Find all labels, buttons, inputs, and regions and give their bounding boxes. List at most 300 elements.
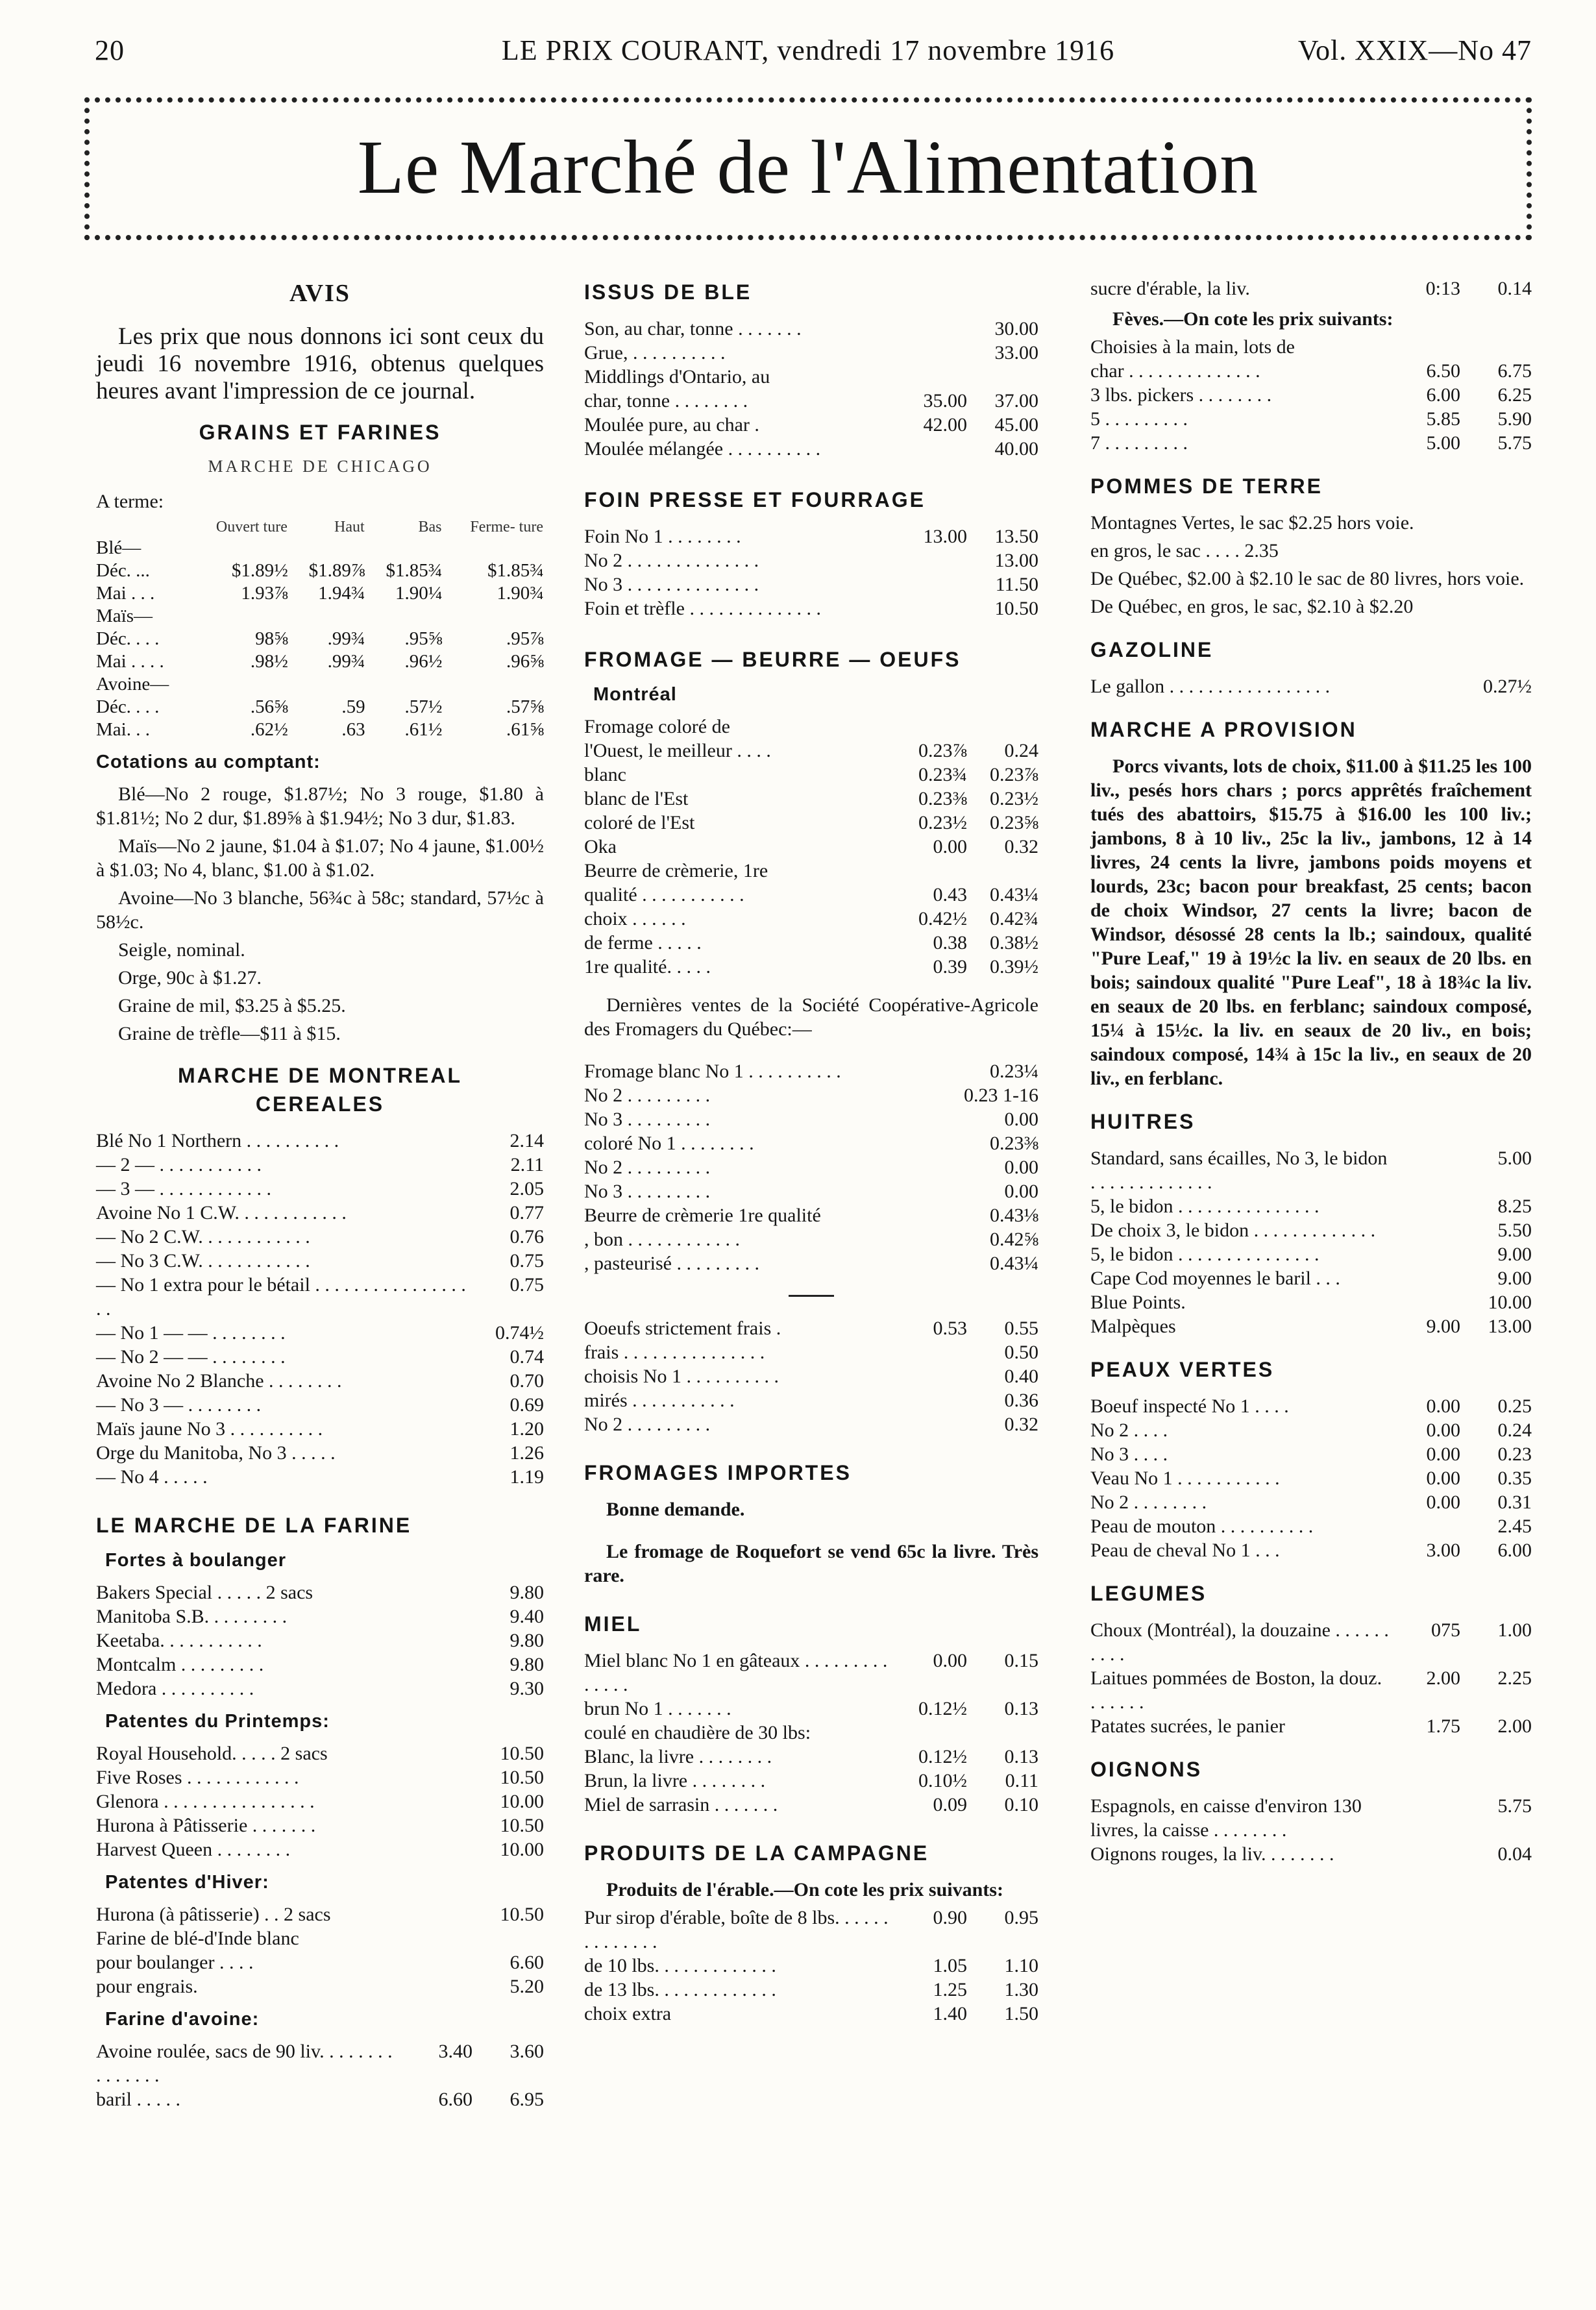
row-value: 0.70 [509, 1370, 544, 1392]
futures-header: Ouvert ture [215, 519, 288, 535]
row-label: Keetaba. . . . . . . . . . . [96, 1630, 262, 1651]
row-value-high: 10.00 [1488, 1292, 1532, 1313]
row-value-high: 0.04 [1497, 1843, 1532, 1865]
table-row [1090, 383, 1532, 407]
peaux-table [1090, 1394, 1532, 1562]
futures-row [96, 559, 544, 582]
row-value-high: 0.40 [1004, 1366, 1038, 1387]
row-value-high: 0.43¼ [990, 884, 1038, 905]
row-label: Moulée mélangée . . . . . . . . . . [584, 438, 821, 460]
table-row [1090, 407, 1532, 431]
gazoline-table [1090, 674, 1532, 698]
row-value-low: 2.00 [1426, 1667, 1460, 1689]
row-label: Royal Household. . . . . 2 sacs [96, 1743, 328, 1764]
row-value-high: 5.75 [1497, 432, 1532, 454]
printemps-table [96, 1741, 544, 1862]
row-label: de ferme . . . . . [584, 932, 702, 953]
grains-subtitle: MARCHE DE CHICAGO [208, 457, 432, 476]
row-value-high: 5.00 [1497, 1148, 1532, 1169]
row-label: pour boulanger . . . . [96, 1952, 254, 1973]
row-value-high: 1.10 [1004, 1955, 1038, 1976]
table-row [584, 1083, 1038, 1107]
row-value-high: 6.95 [509, 2089, 544, 2110]
page-number: 20 [95, 34, 125, 66]
row-value: 9.40 [509, 1606, 544, 1627]
row-value-high: 5.75 [1497, 1795, 1532, 1817]
table-row [1090, 1266, 1532, 1290]
table-row [96, 1417, 544, 1441]
table-row [584, 1721, 1038, 1745]
issus-title: ISSUS DE BLE [584, 280, 752, 304]
table-row [96, 1201, 544, 1225]
row-label: Peau de mouton . . . . . . . . . . [1090, 1516, 1314, 1537]
campagne-table [584, 1906, 1038, 2026]
printemps-title: Patentes du Printemps: [105, 1711, 330, 1732]
row-label: No 3 . . . . . . . . . [584, 1109, 711, 1130]
table-row [96, 2087, 544, 2111]
row-label: — No 2 — — . . . . . . . . [96, 1346, 286, 1368]
table-row [584, 1697, 1038, 1721]
table-row [1090, 1242, 1532, 1266]
legumes-title: LEGUMES [1090, 1582, 1207, 1605]
table-row [584, 1954, 1038, 1978]
futures-value: $1.89⅞ [308, 560, 365, 581]
row-label: Boeuf inspecté No 1 . . . . [1090, 1395, 1289, 1417]
futures-row [96, 628, 544, 650]
journal-title: LE PRIX COURANT, vendredi 17 novembre 1916 [501, 34, 1115, 66]
table-row [96, 1225, 544, 1249]
table-row [584, 1745, 1038, 1769]
row-label: baril . . . . . [96, 2089, 180, 2110]
row-value-high: 2.25 [1497, 1667, 1532, 1689]
table-row [96, 1789, 544, 1813]
row-label: mirés . . . . . . . . . . . [584, 1390, 735, 1411]
row-label: Hurona à Pâtisserie . . . . . . . [96, 1815, 316, 1836]
futures-row [96, 582, 544, 605]
row-value-low: 3.00 [1426, 1540, 1460, 1561]
futures-month: Déc. ... [96, 560, 150, 581]
table-row [584, 2002, 1038, 2026]
row-value-low [896, 437, 967, 461]
futures-group-row [96, 537, 544, 559]
futures-header: Bas [418, 519, 442, 535]
row-value-low: 0.12½ [918, 1698, 967, 1719]
row-value-high: 37.00 [994, 390, 1038, 412]
row-value: 0.75 [509, 1250, 544, 1272]
futures-group-name: Blé— [96, 537, 141, 558]
row-value-low: 0.00 [1426, 1492, 1460, 1513]
row-label: 3 lbs. pickers . . . . . . . . [1090, 384, 1272, 406]
legumes-table [1090, 1618, 1532, 1738]
table-row [96, 1837, 544, 1862]
avoine-title: Farine d'avoine: [105, 2009, 260, 2030]
montreal-sub: Montréal [593, 684, 677, 705]
table-row [584, 907, 1038, 931]
avis-title: AVIS [289, 280, 350, 307]
row-value-high: 6.25 [1497, 384, 1532, 406]
row-value-high: 13.00 [1488, 1316, 1532, 1337]
row-value-high: 0.11 [1005, 1770, 1038, 1791]
row-label: Five Roses . . . . . . . . . . . . [96, 1767, 299, 1788]
row-label: choix extra [584, 2003, 672, 2024]
futures-group-row [96, 605, 544, 628]
row-label: Fromage coloré de [584, 716, 730, 737]
futures-header-blank [96, 517, 189, 537]
table-row [584, 596, 1038, 621]
cotation-line: Blé—No 2 rouge, $1.87½; No 3 rouge, $1.80 à $1.81½; No 2 dur, $1.89⅝ à $1.94½; No 3 dur, $1.83. [96, 783, 544, 829]
table-row [96, 1628, 544, 1653]
row-value-low [896, 1388, 967, 1412]
row-label: coloré de l'Est [584, 812, 695, 833]
futures-month: Déc. . . . [96, 628, 160, 649]
futures-value: .96½ [404, 651, 443, 672]
cereales-title: CEREALES [255, 1092, 385, 1116]
row-value: 0.69 [509, 1394, 544, 1416]
table-row [584, 572, 1038, 596]
row-label: Middlings d'Ontario, au [584, 366, 770, 387]
row-label: 1re qualité. . . . . [584, 956, 711, 977]
futures-value: $1.85¾ [386, 560, 443, 581]
row-label: Avoine roulée, sacs de 90 liv. . . . . . . . . . . . . . . [96, 2041, 393, 2086]
futures-month: Mai . . . [96, 583, 155, 604]
row-value-high: 0.23½ [990, 788, 1038, 809]
campagne-intro: Produits de l'érable.—On cote les prix suivants: [606, 1879, 1003, 1900]
row-label: blanc [584, 764, 626, 785]
campagne-title: PRODUITS DE LA CAMPAGNE [584, 1841, 929, 1865]
row-label: Malpèques [1090, 1316, 1176, 1337]
row-value: 9.80 [509, 1582, 544, 1603]
row-value-low [1389, 1194, 1460, 1218]
row-label: Grue, . . . . . . . . . . [584, 342, 726, 363]
table-row [584, 883, 1038, 907]
row-value: 9.80 [509, 1630, 544, 1651]
row-label: — No 3 — . . . . . . . . [96, 1394, 262, 1416]
table-row [584, 389, 1038, 413]
sucre-table [1090, 276, 1532, 301]
row-label: Bakers Special . . . . . 2 sacs [96, 1582, 313, 1603]
row-value-high: 10.50 [994, 598, 1038, 619]
futures-value: .57½ [404, 696, 443, 717]
table-row [584, 859, 1038, 883]
row-value: 0.00 [1004, 1109, 1038, 1130]
row-value-high: 9.00 [1497, 1244, 1532, 1265]
avis-text: Les prix que nous donnons ici sont ceux du jeudi 16 novembre 1916, obtenus quelques heures avant l'impression de ce journal. [96, 323, 544, 404]
row-label: l'Ouest, le meilleur . . . . [584, 740, 771, 761]
foin-title: FOIN PRESSE ET FOURRAGE [584, 488, 926, 511]
table-row [584, 1364, 1038, 1388]
row-value: 1.19 [509, 1466, 544, 1488]
section-title: Le Marché de l'Alimentation [357, 125, 1259, 210]
row-value-low: 0.09 [933, 1794, 967, 1815]
row-label: — No 2 C.W. . . . . . . . . . . . [96, 1226, 310, 1247]
row-value-high: 5.90 [1497, 408, 1532, 430]
table-row [96, 1273, 544, 1321]
row-label: Pur sirop d'érable, boîte de 8 lbs. . . . . . . . . . . . . . [584, 1907, 889, 1952]
table-row [1090, 674, 1532, 698]
column-2 [584, 273, 1038, 2285]
importes-title: FROMAGES IMPORTES [584, 1461, 852, 1484]
table-row [584, 739, 1038, 763]
row-label: Brun, la livre . . . . . . . . [584, 1770, 766, 1791]
row-value-low [1389, 335, 1460, 359]
row-value: 0.43⅛ [990, 1205, 1038, 1226]
table-row [1090, 1146, 1532, 1194]
row-value: 6.60 [509, 1952, 544, 1973]
table-row [584, 1978, 1038, 2002]
row-value: 0.42⅝ [990, 1229, 1038, 1250]
table-row [96, 1153, 544, 1177]
row-label: Avoine No 1 C.W. . . . . . . . . . . . [96, 1202, 347, 1223]
row-value-high: 0.24 [1497, 1419, 1532, 1441]
row-label: sucre d'érable, la liv. [1090, 278, 1250, 299]
a-terme-label: A terme: [96, 491, 164, 512]
page-header [84, 34, 1532, 73]
row-label: No 2 . . . . [1090, 1419, 1168, 1441]
row-value-low: 6.00 [1426, 384, 1460, 406]
row-value [473, 1926, 544, 1950]
row-value-high: 0.13 [1004, 1698, 1038, 1719]
table-row [584, 1059, 1038, 1083]
row-value: 0.23⅜ [990, 1133, 1038, 1154]
table-row [1090, 1714, 1532, 1738]
row-value: 10.50 [500, 1767, 544, 1788]
row-value-high [1460, 335, 1532, 359]
row-label: Son, au char, tonne . . . . . . . [584, 318, 802, 339]
table-row [96, 1653, 544, 1677]
row-value-low: 1.05 [933, 1955, 967, 1976]
row-value-low [896, 365, 967, 389]
row-value-high: 6.75 [1497, 360, 1532, 382]
row-label: No 3 . . . . . . . . . . . . . . [584, 574, 759, 595]
table-row [584, 1131, 1038, 1155]
row-value-high: 0.42¾ [990, 908, 1038, 929]
table-row [96, 1177, 544, 1201]
row-label: — No 1 extra pour le bétail . . . . . . . . . . . . . . . . . . [96, 1274, 466, 1320]
row-value-low: 42.00 [923, 414, 967, 436]
row-value: 0.00 [1004, 1157, 1038, 1178]
futures-value: .62½ [250, 719, 288, 740]
row-value-high: 2.00 [1497, 1715, 1532, 1737]
row-value-high: 0.35 [1497, 1468, 1532, 1489]
oignons-title: OIGNONS [1090, 1758, 1203, 1781]
row-value-high: 0.95 [1004, 1907, 1038, 1928]
row-label: Farine de blé-d'Inde blanc [96, 1928, 299, 1949]
table-row [584, 931, 1038, 955]
futures-month: Mai. . . [96, 719, 150, 740]
table-row [96, 1813, 544, 1837]
row-label: qualité . . . . . . . . . . . [584, 884, 744, 905]
row-value-low: 0.90 [933, 1907, 967, 1928]
table-row [584, 1412, 1038, 1436]
row-value-low: 9.00 [1426, 1316, 1460, 1337]
row-label: Maïs jaune No 3 . . . . . . . . . . [96, 1418, 323, 1440]
gazoline-title: GAZOLINE [1090, 638, 1214, 661]
table-row [96, 1345, 544, 1369]
table-row [1090, 1842, 1532, 1866]
row-label: Miel blanc No 1 en gâteaux . . . . . . . . . . . . . . [584, 1650, 888, 1695]
row-label: Manitoba S.B. . . . . . . . . [96, 1606, 288, 1627]
table-row [1090, 1442, 1532, 1466]
row-label: choisis No 1 . . . . . . . . . . [584, 1366, 779, 1387]
row-value: 0.00 [1004, 1181, 1038, 1202]
row-label: Standard, sans écailles, No 3, le bidon . . . . . . . . . . . . . [1090, 1148, 1388, 1193]
futures-table [96, 517, 544, 741]
row-value: 0.77 [509, 1202, 544, 1223]
cotation-line: Seigle, nominal. [118, 939, 245, 961]
cotation-line: Orge, 90c à $1.27. [118, 967, 262, 989]
row-value: 0.74 [509, 1346, 544, 1368]
row-value-low: 0:13 [1425, 278, 1460, 299]
futures-value: .95⅞ [506, 628, 544, 649]
row-label: 5, le bidon . . . . . . . . . . . . . . . [1090, 1244, 1320, 1265]
row-value-low [896, 596, 967, 621]
feves-table [1090, 335, 1532, 455]
row-value-high: 0.55 [1004, 1318, 1038, 1339]
row-value: 5.20 [509, 1976, 544, 1997]
row-value: 0.76 [509, 1226, 544, 1247]
row-value-high: 0.23 [1497, 1444, 1532, 1465]
volume-number: Vol. XXIX—No 47 [1297, 34, 1532, 66]
futures-month: Déc. . . . [96, 696, 160, 717]
row-label: Hurona (à pâtisserie) . . 2 sacs [96, 1904, 331, 1925]
futures-group-name: Avoine— [96, 674, 169, 694]
row-label: No 2 . . . . . . . . . [584, 1157, 711, 1178]
row-value-low [896, 1721, 967, 1745]
row-label: Fromage blanc No 1 . . . . . . . . . . [584, 1061, 841, 1082]
row-label: 5, le bidon . . . . . . . . . . . . . . . [1090, 1196, 1320, 1217]
table-row [584, 524, 1038, 548]
row-label: Montcalm . . . . . . . . . [96, 1654, 264, 1675]
row-label: char, tonne . . . . . . . . [584, 390, 748, 412]
divider [789, 1295, 834, 1297]
row-value-low: 0.23½ [918, 812, 967, 833]
table-row [1090, 1394, 1532, 1418]
row-label: No 3 . . . . . . . . . [584, 1181, 711, 1202]
row-value: 0.27½ [1483, 676, 1532, 697]
table-row [584, 1649, 1038, 1697]
row-value-low: 0.00 [1426, 1395, 1460, 1417]
row-value-high: 0.32 [1004, 1414, 1038, 1435]
row-value-low: 0.00 [933, 1650, 967, 1671]
row-value-high: 0.23⅞ [990, 764, 1038, 785]
futures-value: .61½ [404, 719, 443, 740]
row-value-high [967, 715, 1038, 739]
table-row [584, 1203, 1038, 1227]
row-value-high: 8.25 [1497, 1196, 1532, 1217]
row-value: 10.00 [500, 1791, 544, 1812]
row-label: — 2 — . . . . . . . . . . . [96, 1154, 262, 1175]
miel-title: MIEL [584, 1612, 642, 1636]
row-value-low: 0.42½ [918, 908, 967, 929]
row-value-low [1389, 1266, 1460, 1290]
futures-value: .95⅝ [404, 628, 443, 649]
futures-value: 1.90¼ [395, 583, 443, 604]
row-value-low [896, 572, 967, 596]
row-label: blanc de l'Est [584, 788, 689, 809]
row-value-high: 0.25 [1497, 1395, 1532, 1417]
row-value-high [967, 1721, 1038, 1745]
miel-table [584, 1649, 1038, 1817]
futures-value: .96⅝ [506, 651, 544, 672]
row-value-low: 0.38 [933, 932, 967, 953]
row-value-low: 0.00 [1426, 1419, 1460, 1441]
table-row [1090, 1618, 1532, 1666]
table-row [584, 1340, 1038, 1364]
row-label: frais . . . . . . . . . . . . . . . [584, 1342, 765, 1363]
provision-text: Porcs vivants, lots de choix, $11.00 à $11.25 les 100 liv., pesés hors chars ; porcs apprêtés fraîchement tués des abattoirs, $15.75 à $16.00 les 100 liv.; jambons, 8 à 10 liv., 25c la liv., jambons, 12 à 14 livres, 24 cents la livre, jambons poids moyens et lourds, 23c; bacon pour breakfast, 25 cents; bacon de choix Windsor, 27 cents la livre; bacon de Windsor, désossé 28 cents la lb.; saindoux, qualité "Pure Leaf," 19 à 19½c la liv. en seaux de 20 lbs. en bois; saindoux qualité "Pure Leaf", 18 à 18¾c la liv. en seaux de 20 lbs. en ferblanc; saindoux composé, 15¼ à 15½c. la liv. en seaux de 20 liv., en bois; saindoux composé, 14¾ à 15c la liv., en seaux de 20 liv., en ferblanc. [1090, 756, 1532, 1089]
fromage-title: FROMAGE — BEURRE — OEUFS [584, 648, 961, 671]
hiver-table [96, 1902, 544, 1998]
row-label: char . . . . . . . . . . . . . . [1090, 360, 1260, 382]
table-row [584, 715, 1038, 739]
pommes-title: POMMES DE TERRE [1090, 474, 1323, 498]
row-value-low: 5.85 [1426, 408, 1460, 430]
row-value: 10.50 [500, 1815, 544, 1836]
row-label: Oka [584, 836, 617, 857]
pommes-line: en gros, le sac . . . . 2.35 [1090, 540, 1279, 561]
row-label: Foin No 1 . . . . . . . . [584, 526, 741, 547]
row-value-low [1389, 1794, 1460, 1842]
row-label: Beurre de crèmerie, 1re [584, 860, 768, 881]
table-row [96, 1902, 544, 1926]
row-label: Blé No 1 Northern . . . . . . . . . . [96, 1130, 339, 1151]
table-row [96, 1465, 544, 1489]
row-label: Foin et trèfle . . . . . . . . . . . . . . [584, 598, 821, 619]
table-row [96, 1441, 544, 1465]
row-value-high: 0.13 [1004, 1746, 1038, 1767]
table-row [584, 317, 1038, 341]
table-row [96, 1950, 544, 1974]
montreal-title: MARCHE DE MONTREAL [178, 1064, 462, 1087]
table-row [96, 2039, 544, 2087]
row-value-high: 6.00 [1497, 1540, 1532, 1561]
table-row [584, 1251, 1038, 1275]
row-value-high: 0.38½ [990, 932, 1038, 953]
table-row [584, 548, 1038, 572]
row-label: choix . . . . . . [584, 908, 686, 929]
row-label: — No 1 — — . . . . . . . . [96, 1322, 286, 1344]
row-label: De choix 3, le bidon . . . . . . . . . . . . . [1090, 1220, 1376, 1241]
row-value: 2.11 [510, 1154, 544, 1175]
row-value-low [1389, 1290, 1460, 1314]
roquefort-text: Le fromage de Roquefort se vend 65c la livre. Très rare. [584, 1541, 1038, 1586]
row-value-low: 0.00 [933, 836, 967, 857]
pommes-list [1090, 511, 1532, 619]
row-label: Medora . . . . . . . . . . [96, 1678, 254, 1699]
table-row [584, 437, 1038, 461]
table-row [1090, 276, 1532, 301]
row-value: 1.26 [509, 1442, 544, 1464]
fortes-title: Fortes à boulanger [105, 1550, 287, 1571]
table-row [1090, 1194, 1532, 1218]
futures-value: 1.94¾ [318, 583, 365, 604]
row-label: , bon . . . . . . . . . . . . [584, 1229, 740, 1250]
row-value-low [1389, 1514, 1460, 1538]
row-value-high: 3.60 [509, 2041, 544, 2062]
futures-value: .59 [341, 696, 365, 717]
futures-value: .63 [341, 719, 365, 740]
row-label: Miel de sarrasin . . . . . . . [584, 1794, 778, 1815]
table-row [584, 1388, 1038, 1412]
futures-value: $1.85¾ [487, 560, 544, 581]
table-row [96, 1321, 544, 1345]
row-value: 10.50 [500, 1743, 544, 1764]
table-row [584, 1316, 1038, 1340]
row-label: — 3 — . . . . . . . . . . . . [96, 1178, 271, 1199]
row-label: Laitues pommées de Boston, la douz. . . . . . . [1090, 1667, 1382, 1713]
table-row [96, 1741, 544, 1765]
row-label: No 2 . . . . . . . . [1090, 1492, 1207, 1513]
